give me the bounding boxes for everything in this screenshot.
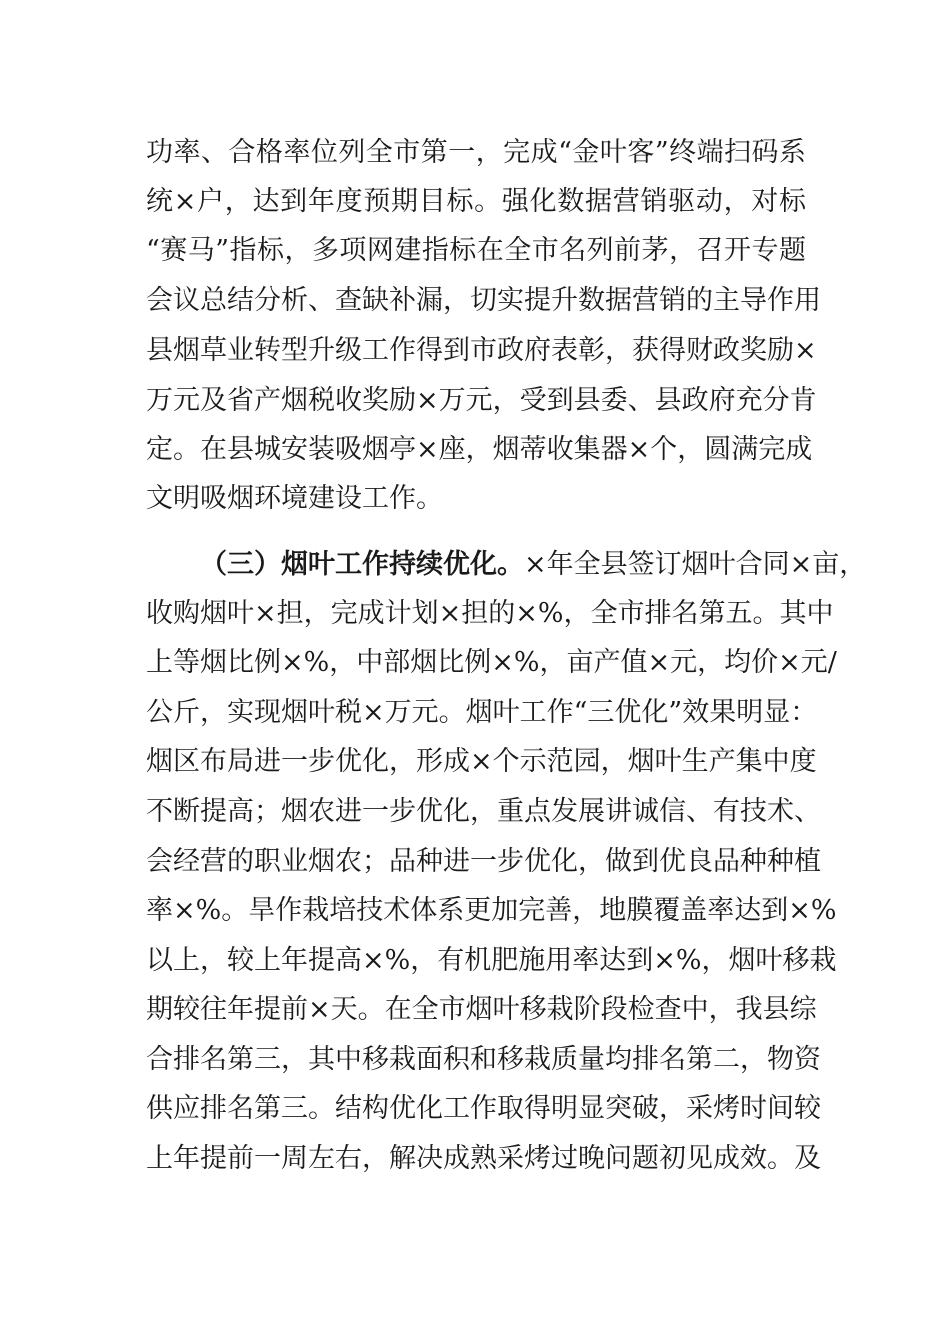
paragraph-line: 收购烟叶×担，完成计划×担的×%，全市排名第五。其中 [146,598,834,629]
paragraph-line: 合排名第三，其中移栽面积和移栽质量均排名第二，物资 [146,1044,821,1075]
paragraph-line: 供应排名第三。结构优化工作取得明显突破，采烤时间较 [146,1093,821,1124]
paragraph-line: 烟区布局进一步优化，形成×个示范园，烟叶生产集中度 [146,746,817,777]
paragraph-line: 会议总结分析、查缺补漏，切实提升数据营销的主导作用 [146,285,821,316]
paragraph-line: 功率、合格率位列全市第一，完成“金叶客”终端扫码系 [146,137,806,168]
paragraph-line: 不断提高；烟农进一步优化，重点发展讲诚信、有技术、 [146,796,821,827]
section-heading: （三）烟叶工作持续优化。 [200,549,524,580]
paragraph-line: 县烟草业转型升级工作得到市政府表彰，获得财政奖励× [146,335,817,366]
paragraph-line: 统×户，达到年度预期目标。强化数据营销驱动，对标 [146,186,806,217]
paragraph-line: 万元及省产烟税收奖励×万元，受到县委、县政府充分肯 [146,385,817,416]
paragraph-line: 会经营的职业烟农；品种进一步优化，做到优良品种种植 [146,846,821,877]
paragraph-line: “赛马”指标，多项网建指标在全市名列前茅，召开专题 [146,235,806,266]
section-heading-line [200,548,867,582]
paragraph-line: 期较往年提前×天。在全市烟叶移栽阶段检查中，我县综 [146,994,817,1025]
paragraph-line: 定。在县城安装吸烟亭×座，烟蒂收集器×个，圆满完成 [146,434,813,465]
paragraph-line: 上年提前一周左右，解决成熟采烤过晚问题初见成效。及 [146,1143,821,1174]
paragraph-line: 公斤，实现烟叶税×万元。烟叶工作“三优化”效果明显： [146,697,818,728]
paragraph-line: 以上，较上年提高×%，有机肥施用率达到×%，烟叶移栽 [146,945,837,976]
paragraph-line: 上等烟比例×%，中部烟比例×%，亩产值×元，均价×元/ [146,647,837,678]
paragraph-line: 文明吸烟环境建设工作。 [146,483,443,514]
paragraph-line: 率×%。旱作栽培技术体系更加完善，地膜覆盖率达到×% [146,895,837,926]
section-heading-rest: ×年全县签订烟叶合同×亩， [524,549,867,580]
